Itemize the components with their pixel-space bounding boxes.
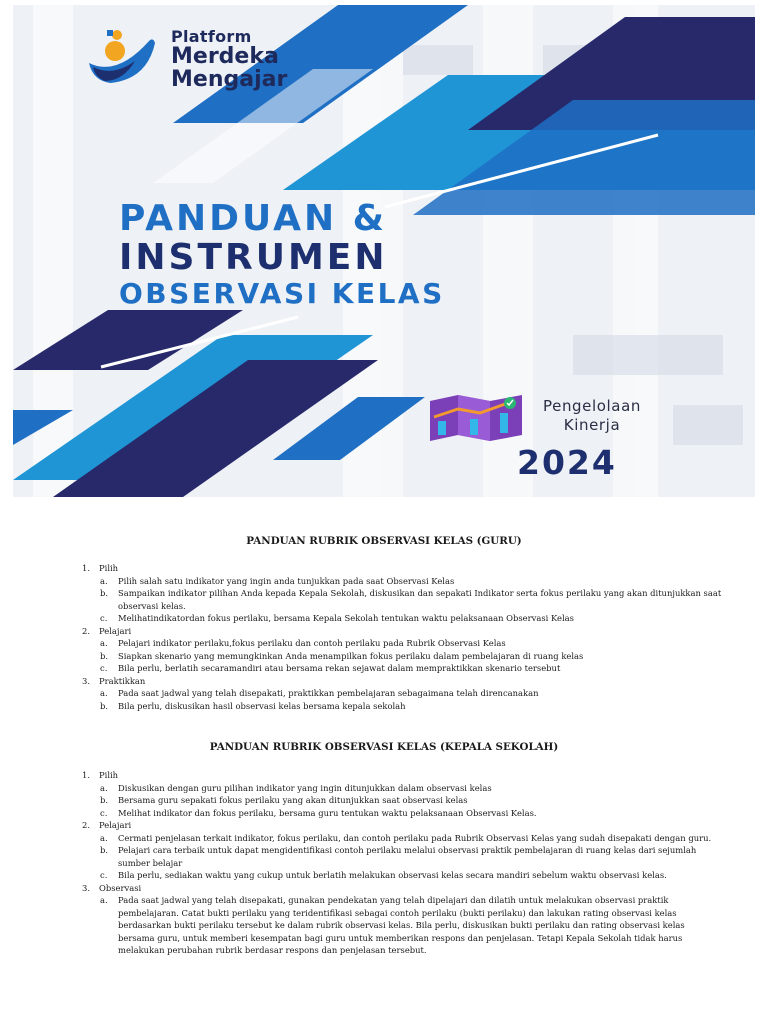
item-number: 1. (82, 770, 90, 780)
sub-list-item (82, 637, 722, 650)
badge-line-kinerja: Kinerja (563, 416, 621, 434)
kepala-sekolah-steps-list (82, 769, 722, 957)
item-number: 2. (82, 625, 90, 636)
sub-list-item (82, 587, 722, 612)
logo-line-mengajar: Mengajar (171, 67, 288, 92)
cover-title-line-1: PANDUAN & (119, 198, 387, 239)
sub-text: Bila perlu, berlatih secaramandiri atau bersama rekan sejawat dalam mempraktikkan skenario tersebut (118, 663, 561, 673)
sub-list-item (82, 807, 722, 820)
sub-text: Pada saat jadwal yang telah disepakati, praktikkan pembelajaran sebagaimana telah direncanakan (118, 688, 539, 698)
sub-list-item (82, 794, 722, 807)
sub-list-item (82, 687, 722, 700)
pengelolaan-kinerja-text (543, 397, 641, 435)
pengelolaan-kinerja-badge (428, 391, 748, 451)
item-number: 3. (82, 675, 90, 686)
sub-text: Diskusikan dengan guru pilihan indikator yang ingin ditunjukkan dalam observasi kelas (118, 782, 492, 793)
sub-list-item (82, 700, 722, 713)
sub-list-item (82, 894, 722, 957)
sub-letter: b. (100, 650, 109, 661)
item-number: 3. (82, 882, 90, 893)
cover-image (13, 5, 755, 497)
merdeka-mengajar-logo-icon (83, 21, 163, 91)
list-item (82, 675, 722, 688)
sub-letter: a. (100, 688, 108, 698)
cover-title-line-2: INSTRUMEN (119, 237, 388, 278)
sub-letter: a. (100, 895, 108, 905)
sub-text: Bila perlu, diskusikan hasil observasi kelas bersama kepala sekolah (118, 700, 406, 711)
item-label: Praktikkan (99, 675, 146, 686)
list-item (82, 882, 722, 895)
sub-letter: a. (100, 832, 108, 843)
item-label: Pelajari (99, 625, 132, 636)
sub-letter: b. (100, 700, 109, 711)
item-label: Pilih (99, 563, 119, 573)
sub-letter: b. (100, 795, 109, 805)
logo-line-merdeka: Merdeka (171, 44, 279, 69)
sub-text: Bila perlu, sediakan waktu yang cukup untuk berlatih melakukan observasi kelas secara mandiri sebelum waktu observasi kelas. (118, 870, 667, 880)
item-label: Observasi (99, 882, 142, 893)
sub-list-item (82, 782, 722, 795)
sub-letter: b. (100, 845, 109, 855)
cover-title-line-3: OBSERVASI KELAS (119, 277, 445, 310)
logo-line-platform: Platform (171, 27, 252, 46)
sub-list-item (82, 869, 722, 882)
sub-list-item (82, 612, 722, 625)
cover-title (119, 198, 445, 310)
sub-letter: c. (100, 807, 108, 818)
sub-text: Pada saat jadwal yang telah disepakati, gunakan pendekatan yang telah dipelajari dan dilatih untuk melakukan observasi praktik pembelajaran. Catat bukti perilaku yang teridentifikasi sebagai contoh perilaku (bukti perilaku) dan lakukan rating observasi kelas berdasarkan bukti perilaku tersebut ke dalam rubrik observasi kelas. Bila perlu, diskusikan bukti perilaku dan rating observasi kelas bersama guru, untuk memberi kesempatan bagi guru untuk memberikan respons dan penjelasan. Tetapi Kepala Sekolah tidak harus melakukan perubahan rubrik berdasar respons dan penjelasan tersebut. (118, 895, 685, 955)
list-item (82, 819, 722, 832)
sub-text: Pelajari cara terbaik untuk dapat mengidentifikasi contoh perilaku melalui observasi praktik pembelajaran di ruang kelas dari sejumlah sumber belajar (118, 845, 697, 868)
sub-letter: a. (100, 782, 108, 793)
sub-text: Sampaikan indikator pilihan Anda kepada Kepala Sekolah, diskusikan dan sepakati Indikator serta fokus perilaku yang akan ditunjukkan saat observasi kelas. (118, 588, 722, 611)
logo-wordmark (171, 29, 287, 91)
sub-text: Cermati penjelasan terkait indikator, fokus perilaku, dan contoh perilaku pada Rubrik Observasi Kelas yang sudah disepakati dengan guru. (118, 832, 712, 843)
sub-text: Pilih salah satu indikator yang ingin anda tunjukkan pada saat Observasi Kelas (118, 575, 455, 586)
sub-letter: a. (100, 638, 108, 648)
item-label: Pilih (99, 770, 119, 780)
item-number: 2. (82, 820, 90, 830)
sub-letter: c. (100, 870, 108, 880)
sub-list-item (82, 844, 722, 869)
sub-text: Bersama guru sepakati fokus perilaku yang akan ditunjukkan saat observasi kelas (118, 795, 468, 805)
sub-letter: a. (100, 575, 108, 586)
sub-letter: b. (100, 588, 109, 598)
map-chart-icon (428, 395, 524, 441)
badge-line-pengelolaan: Pengelolaan (543, 397, 641, 415)
sub-letter: c. (100, 663, 108, 673)
sub-text: Melihatindikatordan fokus perilaku, bersama Kepala Sekolah tentukan waktu pelaksanaan Observasi Kelas (118, 613, 574, 623)
sub-list-item (82, 575, 722, 588)
list-item (82, 625, 722, 638)
platform-merdeka-mengajar-logo (83, 21, 383, 91)
list-item (82, 562, 722, 575)
section-title-guru: PANDUAN RUBRIK OBSERVASI KELAS (GURU) (246, 535, 522, 547)
item-number: 1. (82, 563, 90, 573)
section-title-kepala-sekolah: PANDUAN RUBRIK OBSERVASI KELAS (KEPALA SEKOLAH) (209, 741, 559, 753)
sub-letter: c. (100, 613, 108, 623)
sub-text: Melihat indikator dan fokus perilaku, bersama guru tentukan waktu pelaksanaan Observasi Kelas. (118, 807, 537, 818)
sub-list-item (82, 832, 722, 845)
list-item (82, 769, 722, 782)
cover-year: 2024 (517, 443, 617, 482)
sub-list-item (82, 650, 722, 663)
sub-text: Siapkan skenario yang memungkinkan Anda menampilkan fokus perilaku dalam pembelajaran di ruang kelas (118, 650, 584, 661)
guru-steps-list (82, 562, 722, 712)
sub-list-item (82, 662, 722, 675)
item-label: Pelajari (99, 820, 132, 830)
sub-text: Pelajari indikator perilaku,fokus perilaku dan contoh perilaku pada Rubrik Observasi Kelas (118, 638, 506, 648)
